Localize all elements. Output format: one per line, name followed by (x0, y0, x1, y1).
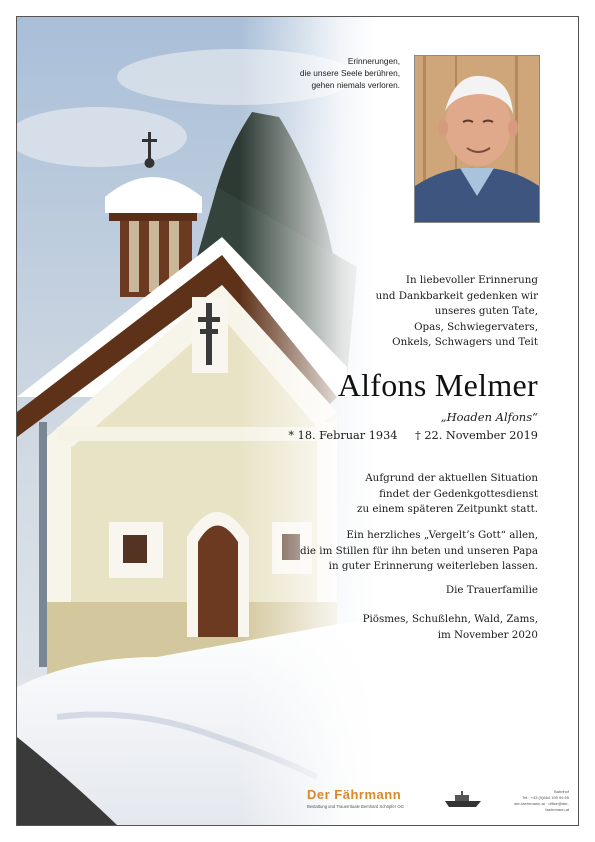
quote-line: gehen niemals verloren. (311, 80, 400, 90)
chapel-illustration (17, 17, 377, 825)
intro-line: Onkels, Schwagers und Teit (392, 336, 538, 349)
funeral-home-contact (499, 789, 569, 813)
intro-text (376, 273, 538, 351)
birth-date: * 18. Februar 1934 (288, 429, 398, 442)
deceased-name: Alfons Melmer (337, 367, 538, 403)
notice-line: Aufgrund der aktuellen Situation (365, 472, 538, 484)
family-signature: Die Trauerfamilie (445, 584, 538, 596)
notice-line: zu einem späteren Zeitpunkt statt. (357, 503, 538, 516)
death-date: † 22. November 2019 (415, 429, 538, 442)
places-line: Piösmes, Schußlehn, Wald, Zams, (362, 613, 538, 625)
funeral-home-name: Der Fährmann (307, 787, 402, 802)
portrait-photo (414, 55, 540, 223)
funeral-home-logo (307, 787, 577, 821)
obituary-card (16, 16, 579, 826)
intro-line: Opas, Schwiegervaters, (414, 320, 538, 333)
deceased-nickname: „Hoaden Alfons“ (440, 410, 538, 424)
thanks-line: Ein herzliches „Vergelt’s Gott“ allen, (346, 529, 538, 541)
intro-line: In liebevoller Erinnerung (405, 274, 538, 286)
memorial-quote (240, 55, 400, 91)
quote-line: Erinnerungen, (347, 56, 400, 66)
portrait-illustration (415, 56, 539, 222)
notice-line: findet der Gedenkgottesdienst (379, 487, 538, 500)
ferry-boat-icon (443, 791, 483, 809)
thanks-text (300, 528, 538, 575)
contact-line: der-faehrmann.at · office@der-faehrmann.at (514, 801, 569, 812)
chapel-photo (17, 17, 377, 825)
date-line: im November 2020 (437, 628, 538, 641)
contact-line: Bahnhof (554, 789, 569, 794)
funeral-home-subtitle: Bestattung und Trauerrituale Bernhard Schöpfer OG (307, 804, 404, 809)
thanks-line: in guter Erinnerung weiterleben lassen. (328, 560, 538, 573)
quote-line: die unsere Seele berühren, (299, 68, 400, 78)
intro-line: und Dankbarkeit gedenken wir (375, 289, 538, 302)
places-and-date (363, 612, 538, 643)
service-notice (357, 471, 538, 518)
intro-line: unseres guten Tate, (434, 305, 538, 318)
thanks-line: die im Stillen für ihn beten und unseren Papa (300, 544, 538, 557)
life-dates (274, 429, 538, 442)
contact-line: Tel.: +43 (0)664 195 99 65 (522, 795, 569, 800)
